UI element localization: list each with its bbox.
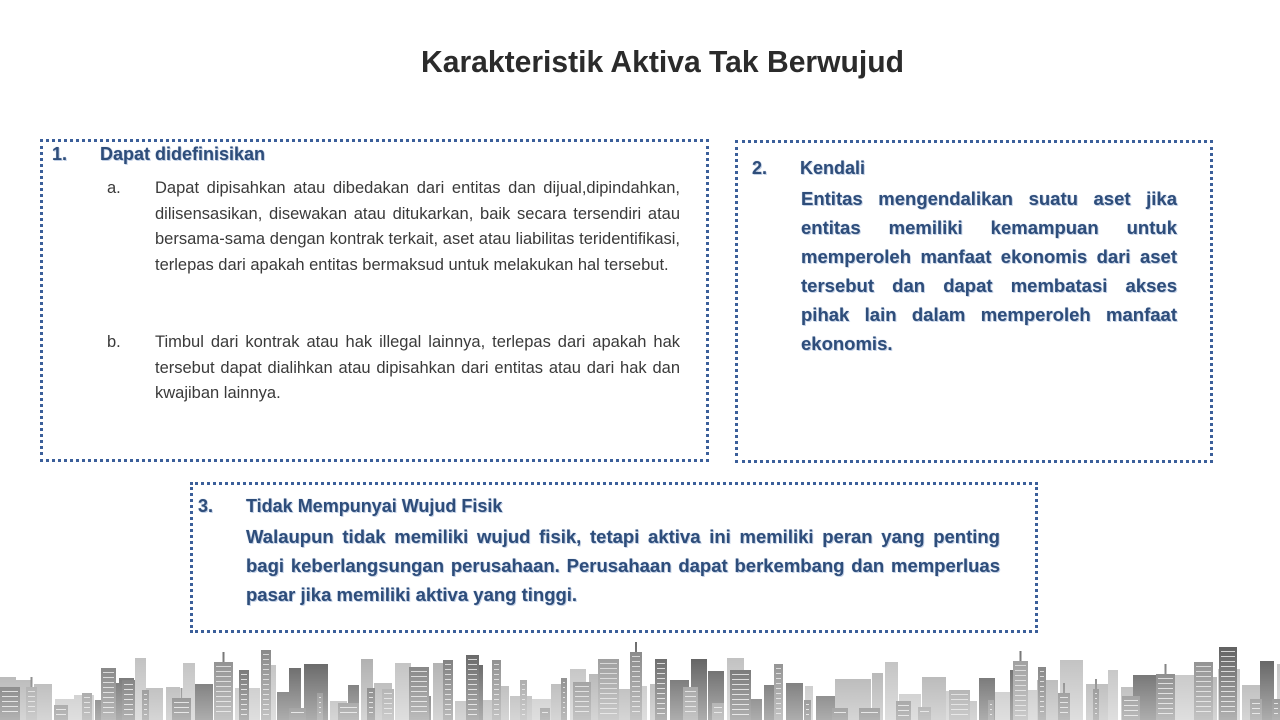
item-1-subitem-b [107,330,680,407]
item-3-body [246,522,1000,609]
item-1-subitem-a [107,176,680,278]
subitem-text-a: Dapat dipisahkan atau dibedakan dari entitas dan dijual,dipindahkan, dilisensasikan, disewakan atau ditukarkan, baik secara tersendiri atau bersama-sama dengan kontrak terkait, aset atau liabilitas teridentifikasi, terlepas dari apakah entitas bermaksud untuk melakukan hal tersebut. [155,179,680,274]
subitem-letter-b: b. [107,333,121,351]
item-3-title: Tidak Mempunyai Wujud Fisik [246,496,503,516]
item-2-text: Entitas mengendalikan suatu aset jika entitas memiliki kemampuan untuk memperoleh manfaat ekonomis dari aset tersebut dan dapat membatasi akses pihak lain dalam memperoleh manfaat ekonomis. [801,188,1177,354]
item-2-title: Kendali [800,158,866,178]
item-3-number: 3. [198,496,214,516]
subitem-text-b: Timbul dari kontrak atau hak illegal lainnya, terlepas dari apakah hak tersebut dapat dialihkan atau dipisahkan dari entitas atau dari hak dan kwajiban lainnya. [155,333,680,402]
item-2-number: 2. [752,158,768,178]
item-3-text: Walaupun tidak memiliki wujud fisik, tetapi aktiva ini memiliki peran yang penting bagi keberlangsungan perusahaan. Perusahaan dapat berkembang dan memperluas pasar jika memiliki aktiva yang tinggi. [246,526,1000,605]
item-2-heading [752,158,865,179]
item-1-heading [52,144,265,165]
item-3-heading [198,496,502,517]
item-1-title: Dapat didefinisikan [100,144,266,164]
subitem-letter-a: a. [107,179,121,197]
slide-title: Karakteristik Aktiva Tak Berwujud [421,44,904,79]
item-1-number: 1. [52,144,68,164]
city-skyline-image [0,636,1280,720]
item-2-body [801,184,1177,358]
